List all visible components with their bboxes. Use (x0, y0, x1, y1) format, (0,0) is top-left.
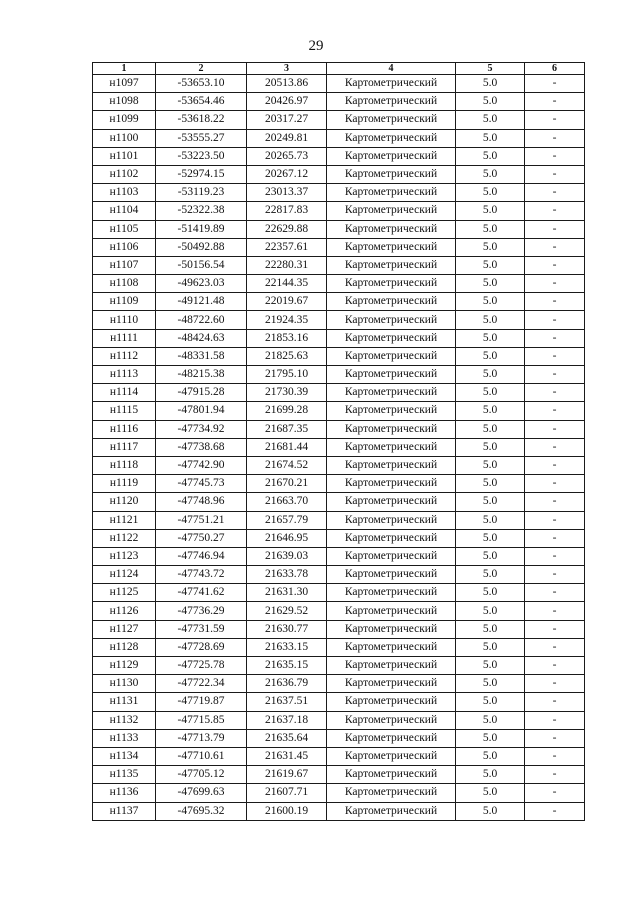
table-row (93, 475, 585, 493)
table-row (93, 311, 585, 329)
accuracy-cell: 5.0 (456, 311, 525, 329)
table-row (93, 93, 585, 111)
note-cell: - (525, 693, 585, 711)
point-name-cell: н1118 (93, 456, 156, 474)
accuracy-cell: 5.0 (456, 529, 525, 547)
x-coordinate-cell: -47750.27 (156, 529, 247, 547)
note-cell: - (525, 675, 585, 693)
y-coordinate-cell: 21631.30 (247, 584, 327, 602)
point-name-cell: н1119 (93, 475, 156, 493)
x-coordinate-cell: -49121.48 (156, 293, 247, 311)
x-coordinate-cell: -47743.72 (156, 566, 247, 584)
table-row (93, 256, 585, 274)
y-coordinate-cell: 21646.95 (247, 529, 327, 547)
note-cell: - (525, 475, 585, 493)
table-row (93, 402, 585, 420)
y-coordinate-cell: 21637.18 (247, 711, 327, 729)
x-coordinate-cell: -47736.29 (156, 602, 247, 620)
y-coordinate-cell: 22019.67 (247, 293, 327, 311)
note-cell: - (525, 529, 585, 547)
x-coordinate-cell: -47713.79 (156, 729, 247, 747)
point-name-cell: н1107 (93, 256, 156, 274)
note-cell: - (525, 620, 585, 638)
accuracy-cell: 5.0 (456, 620, 525, 638)
point-name-cell: н1127 (93, 620, 156, 638)
method-cell: Картометрический (327, 711, 456, 729)
accuracy-cell: 5.0 (456, 93, 525, 111)
point-name-cell: н1100 (93, 129, 156, 147)
accuracy-cell: 5.0 (456, 802, 525, 820)
point-name-cell: н1098 (93, 93, 156, 111)
note-cell: - (525, 165, 585, 183)
accuracy-cell: 5.0 (456, 165, 525, 183)
method-cell: Картометрический (327, 493, 456, 511)
table-row (93, 620, 585, 638)
accuracy-cell: 5.0 (456, 366, 525, 384)
note-cell: - (525, 602, 585, 620)
y-coordinate-cell: 21795.10 (247, 366, 327, 384)
x-coordinate-cell: -47731.59 (156, 620, 247, 638)
method-cell: Картометрический (327, 238, 456, 256)
method-cell: Картометрический (327, 220, 456, 238)
accuracy-cell: 5.0 (456, 202, 525, 220)
method-cell: Картометрический (327, 129, 456, 147)
x-coordinate-cell: -52974.15 (156, 165, 247, 183)
note-cell: - (525, 366, 585, 384)
header-col-4: 4 (327, 63, 456, 75)
point-name-cell: н1111 (93, 329, 156, 347)
y-coordinate-cell: 21636.79 (247, 675, 327, 693)
header-col-5: 5 (456, 63, 525, 75)
table-row (93, 693, 585, 711)
method-cell: Картометрический (327, 93, 456, 111)
note-cell: - (525, 511, 585, 529)
table-row (93, 657, 585, 675)
header-col-6: 6 (525, 63, 585, 75)
x-coordinate-cell: -53119.23 (156, 184, 247, 202)
method-cell: Картометрический (327, 675, 456, 693)
table-row (93, 456, 585, 474)
table-row (93, 711, 585, 729)
x-coordinate-cell: -47741.62 (156, 584, 247, 602)
y-coordinate-cell: 21629.52 (247, 602, 327, 620)
method-cell: Картометрический (327, 329, 456, 347)
table-row (93, 129, 585, 147)
method-cell: Картометрический (327, 347, 456, 365)
y-coordinate-cell: 22817.83 (247, 202, 327, 220)
note-cell: - (525, 329, 585, 347)
x-coordinate-cell: -47725.78 (156, 657, 247, 675)
note-cell: - (525, 566, 585, 584)
accuracy-cell: 5.0 (456, 693, 525, 711)
x-coordinate-cell: -47751.21 (156, 511, 247, 529)
table-row (93, 275, 585, 293)
x-coordinate-cell: -51419.89 (156, 220, 247, 238)
table-row (93, 511, 585, 529)
y-coordinate-cell: 21639.03 (247, 547, 327, 565)
x-coordinate-cell: -47695.32 (156, 802, 247, 820)
y-coordinate-cell: 21607.71 (247, 784, 327, 802)
y-coordinate-cell: 21674.52 (247, 456, 327, 474)
point-name-cell: н1128 (93, 638, 156, 656)
table-row (93, 766, 585, 784)
note-cell: - (525, 184, 585, 202)
x-coordinate-cell: -48331.58 (156, 347, 247, 365)
accuracy-cell: 5.0 (456, 129, 525, 147)
method-cell: Картометрический (327, 402, 456, 420)
x-coordinate-cell: -50156.54 (156, 256, 247, 274)
point-name-cell: н1129 (93, 657, 156, 675)
point-name-cell: н1099 (93, 111, 156, 129)
accuracy-cell: 5.0 (456, 602, 525, 620)
method-cell: Картометрический (327, 475, 456, 493)
note-cell: - (525, 111, 585, 129)
note-cell: - (525, 256, 585, 274)
table-row (93, 238, 585, 256)
y-coordinate-cell: 22629.88 (247, 220, 327, 238)
y-coordinate-cell: 21633.15 (247, 638, 327, 656)
x-coordinate-cell: -53618.22 (156, 111, 247, 129)
note-cell: - (525, 311, 585, 329)
point-name-cell: н1125 (93, 584, 156, 602)
y-coordinate-cell: 21924.35 (247, 311, 327, 329)
note-cell: - (525, 147, 585, 165)
x-coordinate-cell: -47710.61 (156, 747, 247, 765)
table-row (93, 111, 585, 129)
x-coordinate-cell: -53653.10 (156, 75, 247, 93)
y-coordinate-cell: 21687.35 (247, 420, 327, 438)
y-coordinate-cell: 21730.39 (247, 384, 327, 402)
method-cell: Картометрический (327, 729, 456, 747)
y-coordinate-cell: 21825.63 (247, 347, 327, 365)
y-coordinate-cell: 21630.77 (247, 620, 327, 638)
y-coordinate-cell: 20267.12 (247, 165, 327, 183)
note-cell: - (525, 584, 585, 602)
note-cell: - (525, 202, 585, 220)
point-name-cell: н1110 (93, 311, 156, 329)
x-coordinate-cell: -47915.28 (156, 384, 247, 402)
accuracy-cell: 5.0 (456, 402, 525, 420)
method-cell: Картометрический (327, 420, 456, 438)
table-row (93, 329, 585, 347)
table-body (93, 75, 585, 821)
method-cell: Картометрический (327, 202, 456, 220)
note-cell: - (525, 784, 585, 802)
accuracy-cell: 5.0 (456, 511, 525, 529)
table-row (93, 566, 585, 584)
accuracy-cell: 5.0 (456, 729, 525, 747)
header-col-1: 1 (93, 63, 156, 75)
method-cell: Картометрический (327, 766, 456, 784)
x-coordinate-cell: -47738.68 (156, 438, 247, 456)
x-coordinate-cell: -47746.94 (156, 547, 247, 565)
x-coordinate-cell: -47728.69 (156, 638, 247, 656)
accuracy-cell: 5.0 (456, 220, 525, 238)
note-cell: - (525, 802, 585, 820)
point-name-cell: н1137 (93, 802, 156, 820)
method-cell: Картометрический (327, 184, 456, 202)
point-name-cell: н1106 (93, 238, 156, 256)
accuracy-cell: 5.0 (456, 293, 525, 311)
y-coordinate-cell: 20513.86 (247, 75, 327, 93)
point-name-cell: н1116 (93, 420, 156, 438)
accuracy-cell: 5.0 (456, 275, 525, 293)
x-coordinate-cell: -47722.34 (156, 675, 247, 693)
point-name-cell: н1109 (93, 293, 156, 311)
table-row (93, 184, 585, 202)
method-cell: Картометрический (327, 638, 456, 656)
x-coordinate-cell: -53223.50 (156, 147, 247, 165)
x-coordinate-cell: -47748.96 (156, 493, 247, 511)
accuracy-cell: 5.0 (456, 420, 525, 438)
point-name-cell: н1126 (93, 602, 156, 620)
table-row (93, 747, 585, 765)
note-cell: - (525, 547, 585, 565)
x-coordinate-cell: -47699.63 (156, 784, 247, 802)
table-row (93, 729, 585, 747)
accuracy-cell: 5.0 (456, 584, 525, 602)
x-coordinate-cell: -47801.94 (156, 402, 247, 420)
y-coordinate-cell: 21670.21 (247, 475, 327, 493)
accuracy-cell: 5.0 (456, 438, 525, 456)
table-row (93, 802, 585, 820)
accuracy-cell: 5.0 (456, 566, 525, 584)
note-cell: - (525, 438, 585, 456)
table-row (93, 147, 585, 165)
method-cell: Картометрический (327, 111, 456, 129)
method-cell: Картометрический (327, 657, 456, 675)
table-row (93, 602, 585, 620)
accuracy-cell: 5.0 (456, 347, 525, 365)
accuracy-cell: 5.0 (456, 766, 525, 784)
method-cell: Картометрический (327, 584, 456, 602)
table-row (93, 493, 585, 511)
note-cell: - (525, 293, 585, 311)
note-cell: - (525, 75, 585, 93)
accuracy-cell: 5.0 (456, 456, 525, 474)
y-coordinate-cell: 22280.31 (247, 256, 327, 274)
y-coordinate-cell: 20265.73 (247, 147, 327, 165)
method-cell: Картометрический (327, 256, 456, 274)
page-number: 29 (308, 38, 324, 54)
method-cell: Картометрический (327, 693, 456, 711)
accuracy-cell: 5.0 (456, 493, 525, 511)
point-name-cell: н1132 (93, 711, 156, 729)
point-name-cell: н1131 (93, 693, 156, 711)
method-cell: Картометрический (327, 566, 456, 584)
note-cell: - (525, 238, 585, 256)
point-name-cell: н1097 (93, 75, 156, 93)
accuracy-cell: 5.0 (456, 675, 525, 693)
method-cell: Картометрический (327, 147, 456, 165)
x-coordinate-cell: -47742.90 (156, 456, 247, 474)
point-name-cell: н1120 (93, 493, 156, 511)
point-name-cell: н1112 (93, 347, 156, 365)
y-coordinate-cell: 21635.64 (247, 729, 327, 747)
note-cell: - (525, 384, 585, 402)
x-coordinate-cell: -52322.38 (156, 202, 247, 220)
table-row (93, 165, 585, 183)
accuracy-cell: 5.0 (456, 747, 525, 765)
accuracy-cell: 5.0 (456, 111, 525, 129)
point-name-cell: н1122 (93, 529, 156, 547)
note-cell: - (525, 657, 585, 675)
x-coordinate-cell: -48722.60 (156, 311, 247, 329)
note-cell: - (525, 129, 585, 147)
method-cell: Картометрический (327, 75, 456, 93)
note-cell: - (525, 347, 585, 365)
x-coordinate-cell: -47745.73 (156, 475, 247, 493)
method-cell: Картометрический (327, 438, 456, 456)
note-cell: - (525, 420, 585, 438)
note-cell: - (525, 493, 585, 511)
y-coordinate-cell: 21681.44 (247, 438, 327, 456)
table-row (93, 75, 585, 93)
y-coordinate-cell: 21635.15 (247, 657, 327, 675)
method-cell: Картометрический (327, 366, 456, 384)
method-cell: Картометрический (327, 747, 456, 765)
y-coordinate-cell: 20426.97 (247, 93, 327, 111)
table-row (93, 202, 585, 220)
note-cell: - (525, 638, 585, 656)
y-coordinate-cell: 21631.45 (247, 747, 327, 765)
y-coordinate-cell: 20249.81 (247, 129, 327, 147)
header-col-2: 2 (156, 63, 247, 75)
table-header (93, 63, 585, 75)
accuracy-cell: 5.0 (456, 384, 525, 402)
x-coordinate-cell: -53654.46 (156, 93, 247, 111)
table-row (93, 438, 585, 456)
method-cell: Картометрический (327, 784, 456, 802)
point-name-cell: н1108 (93, 275, 156, 293)
point-name-cell: н1101 (93, 147, 156, 165)
x-coordinate-cell: -48424.63 (156, 329, 247, 347)
note-cell: - (525, 729, 585, 747)
point-name-cell: н1124 (93, 566, 156, 584)
point-name-cell: н1105 (93, 220, 156, 238)
method-cell: Картометрический (327, 802, 456, 820)
table-row (93, 675, 585, 693)
point-name-cell: н1133 (93, 729, 156, 747)
table-header-row (93, 63, 585, 75)
x-coordinate-cell: -50492.88 (156, 238, 247, 256)
table-row (93, 420, 585, 438)
y-coordinate-cell: 21637.51 (247, 693, 327, 711)
point-name-cell: н1113 (93, 366, 156, 384)
x-coordinate-cell: -47705.12 (156, 766, 247, 784)
note-cell: - (525, 747, 585, 765)
y-coordinate-cell: 21853.16 (247, 329, 327, 347)
method-cell: Картометрический (327, 275, 456, 293)
point-name-cell: н1115 (93, 402, 156, 420)
point-name-cell: н1114 (93, 384, 156, 402)
accuracy-cell: 5.0 (456, 147, 525, 165)
coordinates-table (92, 62, 585, 821)
point-name-cell: н1134 (93, 747, 156, 765)
accuracy-cell: 5.0 (456, 238, 525, 256)
method-cell: Картометрический (327, 311, 456, 329)
point-name-cell: н1135 (93, 766, 156, 784)
point-name-cell: н1102 (93, 165, 156, 183)
method-cell: Картометрический (327, 511, 456, 529)
note-cell: - (525, 766, 585, 784)
note-cell: - (525, 275, 585, 293)
y-coordinate-cell: 21600.19 (247, 802, 327, 820)
header-col-3: 3 (247, 63, 327, 75)
point-name-cell: н1104 (93, 202, 156, 220)
method-cell: Картометрический (327, 165, 456, 183)
accuracy-cell: 5.0 (456, 784, 525, 802)
y-coordinate-cell: 21633.78 (247, 566, 327, 584)
point-name-cell: н1123 (93, 547, 156, 565)
x-coordinate-cell: -48215.38 (156, 366, 247, 384)
point-name-cell: н1136 (93, 784, 156, 802)
accuracy-cell: 5.0 (456, 711, 525, 729)
note-cell: - (525, 93, 585, 111)
accuracy-cell: 5.0 (456, 75, 525, 93)
point-name-cell: н1117 (93, 438, 156, 456)
table-row (93, 220, 585, 238)
method-cell: Картометрический (327, 384, 456, 402)
point-name-cell: н1130 (93, 675, 156, 693)
note-cell: - (525, 402, 585, 420)
table-row (93, 529, 585, 547)
table-row (93, 547, 585, 565)
accuracy-cell: 5.0 (456, 657, 525, 675)
y-coordinate-cell: 21619.67 (247, 766, 327, 784)
accuracy-cell: 5.0 (456, 184, 525, 202)
accuracy-cell: 5.0 (456, 329, 525, 347)
method-cell: Картометрический (327, 620, 456, 638)
point-name-cell: н1121 (93, 511, 156, 529)
y-coordinate-cell: 22357.61 (247, 238, 327, 256)
accuracy-cell: 5.0 (456, 547, 525, 565)
method-cell: Картометрический (327, 456, 456, 474)
x-coordinate-cell: -49623.03 (156, 275, 247, 293)
x-coordinate-cell: -47715.85 (156, 711, 247, 729)
accuracy-cell: 5.0 (456, 475, 525, 493)
y-coordinate-cell: 20317.27 (247, 111, 327, 129)
method-cell: Картометрический (327, 602, 456, 620)
accuracy-cell: 5.0 (456, 256, 525, 274)
method-cell: Картометрический (327, 547, 456, 565)
accuracy-cell: 5.0 (456, 638, 525, 656)
y-coordinate-cell: 22144.35 (247, 275, 327, 293)
note-cell: - (525, 711, 585, 729)
table-row (93, 584, 585, 602)
note-cell: - (525, 456, 585, 474)
method-cell: Картометрический (327, 529, 456, 547)
x-coordinate-cell: -47734.92 (156, 420, 247, 438)
y-coordinate-cell: 21699.28 (247, 402, 327, 420)
point-name-cell: н1103 (93, 184, 156, 202)
table-row (93, 347, 585, 365)
table-row (93, 638, 585, 656)
y-coordinate-cell: 21657.79 (247, 511, 327, 529)
method-cell: Картометрический (327, 293, 456, 311)
x-coordinate-cell: -53555.27 (156, 129, 247, 147)
note-cell: - (525, 220, 585, 238)
table-row (93, 366, 585, 384)
x-coordinate-cell: -47719.87 (156, 693, 247, 711)
y-coordinate-cell: 21663.70 (247, 493, 327, 511)
table-row (93, 293, 585, 311)
y-coordinate-cell: 23013.37 (247, 184, 327, 202)
table-row (93, 784, 585, 802)
table-row (93, 384, 585, 402)
